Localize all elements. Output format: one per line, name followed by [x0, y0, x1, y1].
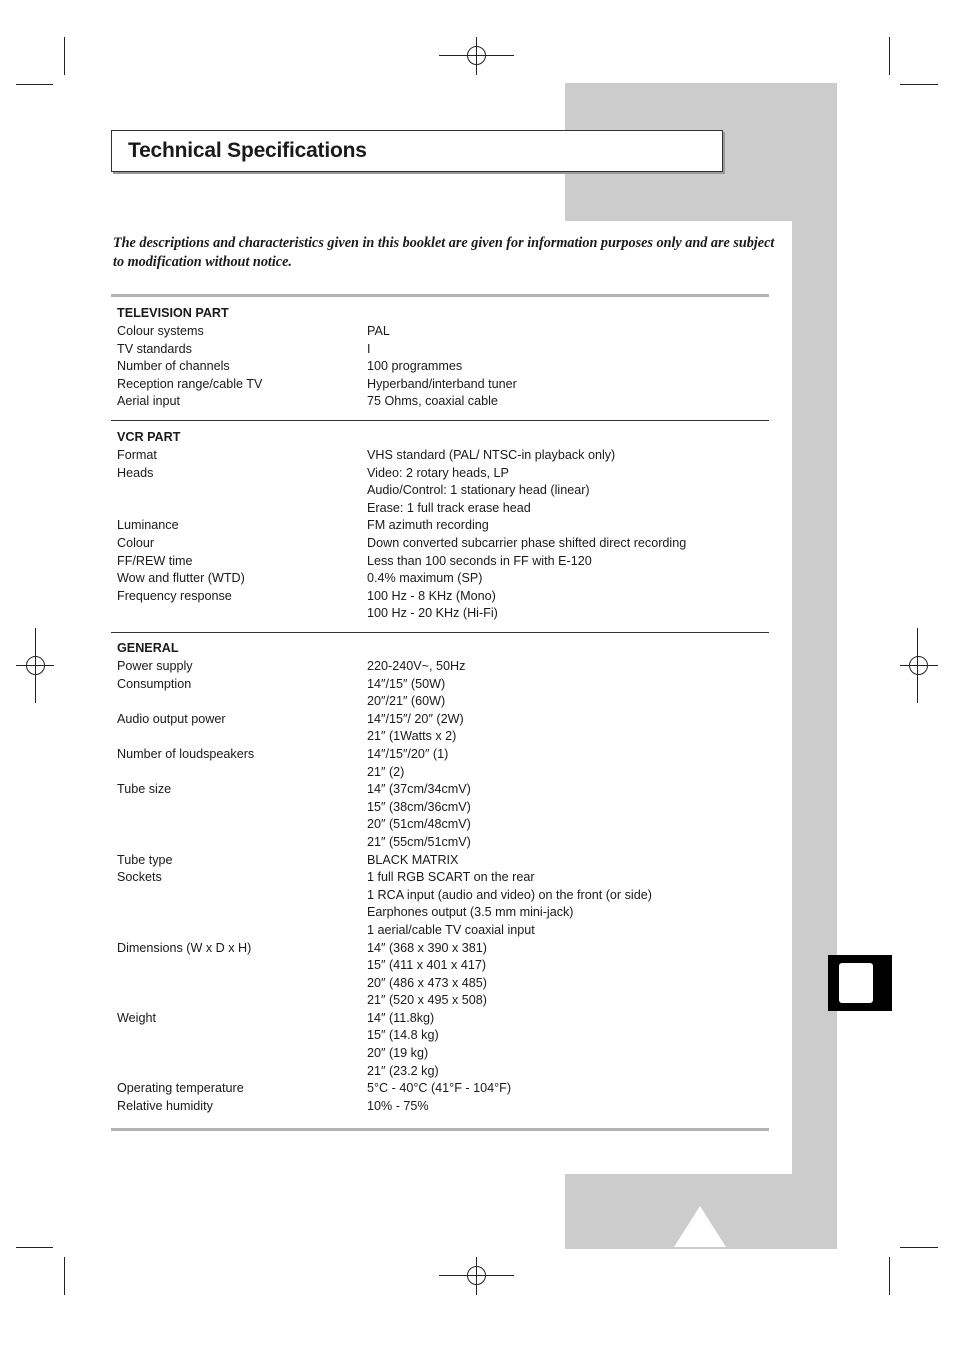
spec-values: [367, 940, 767, 1010]
spec-value: 15″ (14.8 kg): [367, 1028, 439, 1043]
spec-label: Consumption: [117, 676, 192, 691]
spec-label: Operating temperature: [117, 1081, 244, 1096]
spec-value: 20″ (51cm/48cmV): [367, 817, 471, 832]
spec-values: [367, 517, 767, 535]
spec-row: [117, 869, 767, 939]
spec-label: Reception range/cable TV: [117, 376, 263, 391]
spec-row: [117, 376, 767, 394]
spec-label: Audio output power: [117, 711, 226, 726]
spec-row: [117, 517, 767, 535]
spec-value: VHS standard (PAL/ NTSC-in playback only): [367, 448, 616, 462]
spec-row: [117, 781, 767, 851]
spec-label: Heads: [117, 465, 154, 480]
spec-value: 5°C - 40°C (41°F - 104°F): [367, 1081, 512, 1096]
spec-value: 0.4% maximum (SP): [367, 571, 483, 586]
spec-label: Tube type: [117, 852, 173, 867]
spec-values: [367, 676, 767, 711]
spec-label: Dimensions (W x D x H): [117, 940, 252, 955]
spec-value: 14″/15″ (50W): [367, 676, 446, 691]
section-title: GENERAL: [117, 641, 179, 655]
spec-value: Less than 100 seconds in FF with E-120: [367, 553, 592, 568]
spec-values: [367, 341, 767, 359]
spec-value: 14″/15″/20″ (1): [367, 746, 449, 761]
spec-value: 21″ (520 x 495 x 508): [367, 993, 487, 1008]
spec-value: 21″ (55cm/51cmV): [367, 834, 471, 849]
spec-label: Number of loudspeakers: [117, 746, 255, 761]
spec-row: [117, 1010, 767, 1080]
spec-values: [367, 1080, 767, 1098]
spec-value: 20″ (486 x 473 x 485): [367, 975, 487, 990]
spec-value: 20″/21″ (60W): [367, 694, 446, 709]
spec-value: 21″ (23.2 kg): [367, 1063, 439, 1078]
divider: [111, 632, 769, 633]
spec-row: [117, 658, 767, 676]
spec-label: Format: [117, 448, 157, 462]
title-box: [111, 130, 723, 172]
spec-label: Number of channels: [117, 359, 230, 374]
spec-value: 1 RCA input (audio and video) on the front (or side): [367, 887, 652, 902]
spec-row: [117, 570, 767, 588]
divider: [111, 420, 769, 421]
spec-row: [117, 852, 767, 870]
section-title: VCR PART: [117, 430, 181, 444]
spec-values: [367, 781, 767, 851]
spec-value: 15″ (411 x 401 x 417): [367, 958, 487, 973]
divider-top: [111, 294, 769, 297]
spec-row: [117, 1098, 767, 1116]
spec-values: [367, 553, 767, 571]
spec-row: [117, 711, 767, 746]
spec-values: [367, 447, 767, 465]
spec-values: [367, 393, 767, 411]
spec-row: [117, 676, 767, 711]
section-title: TELEVISION PART: [117, 306, 229, 320]
spec-value: 14″/15″/ 20″ (2W): [367, 711, 464, 726]
spec-section-vcr: [117, 429, 767, 623]
spec-value: 75 Ohms, coaxial cable: [367, 394, 498, 409]
spec-label: Weight: [117, 1010, 156, 1025]
spec-value: Hyperband/interband tuner: [367, 376, 517, 391]
spec-value: Erase: 1 full track erase head: [367, 500, 531, 515]
spec-row: [117, 393, 767, 411]
spec-value: 1 full RGB SCART on the rear: [367, 870, 535, 885]
spec-value: FM azimuth recording: [367, 518, 489, 533]
spec-value: 20″ (19 kg): [367, 1046, 429, 1061]
spec-label: Relative humidity: [117, 1098, 213, 1113]
spec-values: [367, 746, 767, 781]
spec-values: [367, 535, 767, 553]
divider-bottom: [111, 1128, 769, 1131]
spec-label: Aerial input: [117, 394, 181, 409]
spec-values: [367, 1098, 767, 1116]
spec-values: [367, 376, 767, 394]
spec-row: [117, 323, 767, 341]
spec-value: 15″ (38cm/36cmV): [367, 799, 471, 814]
spec-value: 100 Hz - 20 KHz (Hi-Fi): [367, 606, 498, 621]
spec-label: TV standards: [117, 341, 192, 356]
spec-value: 21″ (2): [367, 764, 405, 779]
spec-value: Earphones output (3.5 mm mini-jack): [367, 905, 574, 920]
spec-values: [367, 358, 767, 376]
spec-value: 14″ (11.8kg): [367, 1010, 435, 1025]
spec-label: Frequency response: [117, 588, 232, 603]
spec-row: [117, 358, 767, 376]
spec-values: [367, 465, 767, 518]
spec-value: 14″ (368 x 390 x 381): [367, 940, 487, 955]
triangle-icon: [674, 1206, 726, 1247]
spec-value: 220-240V~, 50Hz: [367, 659, 466, 673]
spec-value: PAL: [367, 324, 390, 338]
spec-values: [367, 323, 767, 341]
spec-label: Luminance: [117, 518, 179, 533]
spec-row: [117, 940, 767, 1010]
spec-label: FF/REW time: [117, 553, 193, 568]
spec-row: [117, 588, 767, 623]
spec-values: [367, 852, 767, 870]
spec-values: [367, 588, 767, 623]
spec-values: [367, 869, 767, 939]
spec-value: Down converted subcarrier phase shifted direct recording: [367, 535, 687, 550]
spec-row: [117, 447, 767, 465]
spec-values: [367, 570, 767, 588]
spec-value: 100 programmes: [367, 359, 463, 374]
spec-value: I: [367, 341, 371, 356]
spec-value: 14″ (37cm/34cmV): [367, 782, 471, 797]
spec-row: [117, 341, 767, 359]
spec-values: [367, 1010, 767, 1080]
spec-values: [367, 711, 767, 746]
spec-label: Colour systems: [117, 324, 204, 338]
spec-row: [117, 535, 767, 553]
spec-value: Video: 2 rotary heads, LP: [367, 465, 509, 480]
spec-label: Sockets: [117, 870, 162, 885]
spec-section-general: [117, 640, 767, 1115]
spec-label: Colour: [117, 535, 155, 550]
spec-value: BLACK MATRIX: [367, 852, 459, 867]
spec-value: 100 Hz - 8 KHz (Mono): [367, 588, 496, 603]
spec-label: Wow and flutter (WTD): [117, 571, 245, 586]
spec-value: Audio/Control: 1 stationary head (linear): [367, 483, 590, 498]
spec-row: [117, 465, 767, 518]
spec-value: 10% - 75%: [367, 1098, 429, 1113]
spec-row: [117, 746, 767, 781]
spec-values: [367, 658, 767, 676]
page-title: Technical Specifications: [128, 139, 367, 162]
spec-value: 21″ (1Watts x 2): [367, 729, 457, 744]
intro-note: The descriptions and characteristics given in this booklet are given for information purposes only and are subject to modification without notice.: [113, 235, 775, 270]
spec-label: Tube size: [117, 782, 172, 797]
spec-row: [117, 553, 767, 571]
spec-row: [117, 1080, 767, 1098]
spec-section-television: [117, 305, 767, 411]
chapter-tab-window: [839, 963, 873, 1003]
spec-value: 1 aerial/cable TV coaxial input: [367, 922, 535, 937]
spec-label: Power supply: [117, 659, 193, 673]
